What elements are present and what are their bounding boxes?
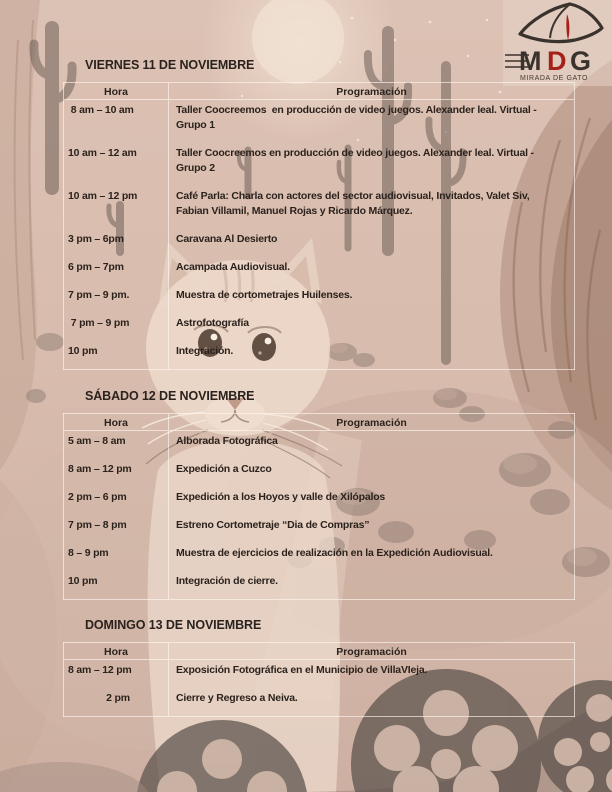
logo-letter-m: M <box>519 46 542 76</box>
time-cell: 6 pm – 7pm <box>68 261 124 273</box>
schedule-row <box>64 146 575 189</box>
cat-eye-icon <box>520 4 602 42</box>
time-cell: 8 am – 12 pm <box>68 463 132 475</box>
time-cell: 8 am – 12 pm <box>68 664 132 676</box>
time-cell: 10 pm <box>68 345 98 357</box>
program-cell: Taller Coocreemos en producción de video juegos. Alexander leal. Virtual - Grupo 2 <box>169 146 575 189</box>
time-cell: 8 am – 10 am <box>68 104 134 116</box>
section-sabado <box>63 389 575 600</box>
schedule-row <box>64 431 575 463</box>
section-title-domingo: DOMINGO 13 DE NOVIEMBRE <box>85 618 262 632</box>
program-cell: Exposición Fotográfica en el Municipio de VillaVIeja. <box>169 660 575 692</box>
schedule-row <box>64 660 575 692</box>
logo-letter-d: D <box>547 46 567 76</box>
section-title-sabado: SÁBADO 12 DE NOVIEMBRE <box>85 389 255 403</box>
program-cell: Astrofotografía <box>169 316 575 344</box>
schedule-table-viernes <box>63 82 575 370</box>
section-title-viernes: VIERNES 11 DE NOVIEMBRE <box>85 58 255 72</box>
logo-tagline: MIRADA DE GATO <box>520 75 589 82</box>
schedule-row <box>64 344 575 370</box>
program-cell: Muestra de ejercicios de realización en la Expedición Audiovisual. <box>169 546 575 574</box>
program-cell: Alborada Fotográfica <box>169 431 575 463</box>
time-cell: 10 am – 12 pm <box>68 190 138 202</box>
schedule-row <box>64 316 575 344</box>
column-header-programacion: Programación <box>169 414 575 431</box>
column-header-programacion: Programación <box>169 643 575 660</box>
time-cell: 8 – 9 pm <box>68 547 109 559</box>
column-header-hora: Hora <box>64 643 169 660</box>
schedule-row <box>64 574 575 600</box>
table-header-row <box>64 414 575 431</box>
schedule-row <box>64 288 575 316</box>
program-cell: Estreno Cortometraje “Dia de Compras” <box>169 518 575 546</box>
schedule-row <box>64 691 575 717</box>
program-cell: Caravana Al Desierto <box>169 232 575 260</box>
column-header-hora: Hora <box>64 83 169 100</box>
program-cell: Café Parla: Charla con actores del sector audiovisual, Invitados, Valet Siv, Fabian Villamil, Manuel Rojas y Ricardo Márquez. <box>169 189 575 232</box>
column-header-hora: Hora <box>64 414 169 431</box>
schedule-table-sabado <box>63 413 575 600</box>
program-cell: Expedición a los Hoyos y valle de Xilópalos <box>169 490 575 518</box>
program-cell: Integración. <box>169 344 575 370</box>
time-cell: 2 pm – 6 pm <box>68 491 127 503</box>
schedule-row <box>64 100 575 147</box>
schedule-row <box>64 462 575 490</box>
logo-letter-g: G <box>570 46 592 76</box>
time-cell: 2 pm <box>106 692 130 704</box>
schedule-table-domingo <box>63 642 575 717</box>
schedule-row <box>64 490 575 518</box>
section-domingo <box>63 618 575 717</box>
schedule-row <box>64 546 575 574</box>
schedule-row <box>64 260 575 288</box>
time-cell: 5 am – 8 am <box>68 435 126 447</box>
time-cell: 10 am – 12 am <box>68 147 137 159</box>
table-header-row <box>64 83 575 100</box>
program-cell: Taller Coocreemos en producción de video juegos. Alexander leal. Virtual - Grupo 1 <box>169 100 575 147</box>
table-header-row <box>64 643 575 660</box>
schedule-row <box>64 189 575 232</box>
program-cell: Acampada Audiovisual. <box>169 260 575 288</box>
section-viernes <box>63 58 575 370</box>
program-cell: Expedición a Cuzco <box>169 462 575 490</box>
time-cell: 7 pm – 8 pm <box>68 519 127 531</box>
time-cell: 10 pm <box>68 575 98 587</box>
schedule-row <box>64 232 575 260</box>
column-header-programacion: Programación <box>169 83 575 100</box>
program-cell: Cierre y Regreso a Neiva. <box>169 691 575 717</box>
time-cell: 7 pm – 9 pm. <box>68 289 130 301</box>
schedule-row <box>64 518 575 546</box>
time-cell: 3 pm – 6pm <box>68 233 124 245</box>
program-cell: Muestra de cortometrajes Huilenses. <box>169 288 575 316</box>
time-cell: 7 pm – 9 pm <box>68 317 130 329</box>
program-cell: Integración de cierre. <box>169 574 575 600</box>
